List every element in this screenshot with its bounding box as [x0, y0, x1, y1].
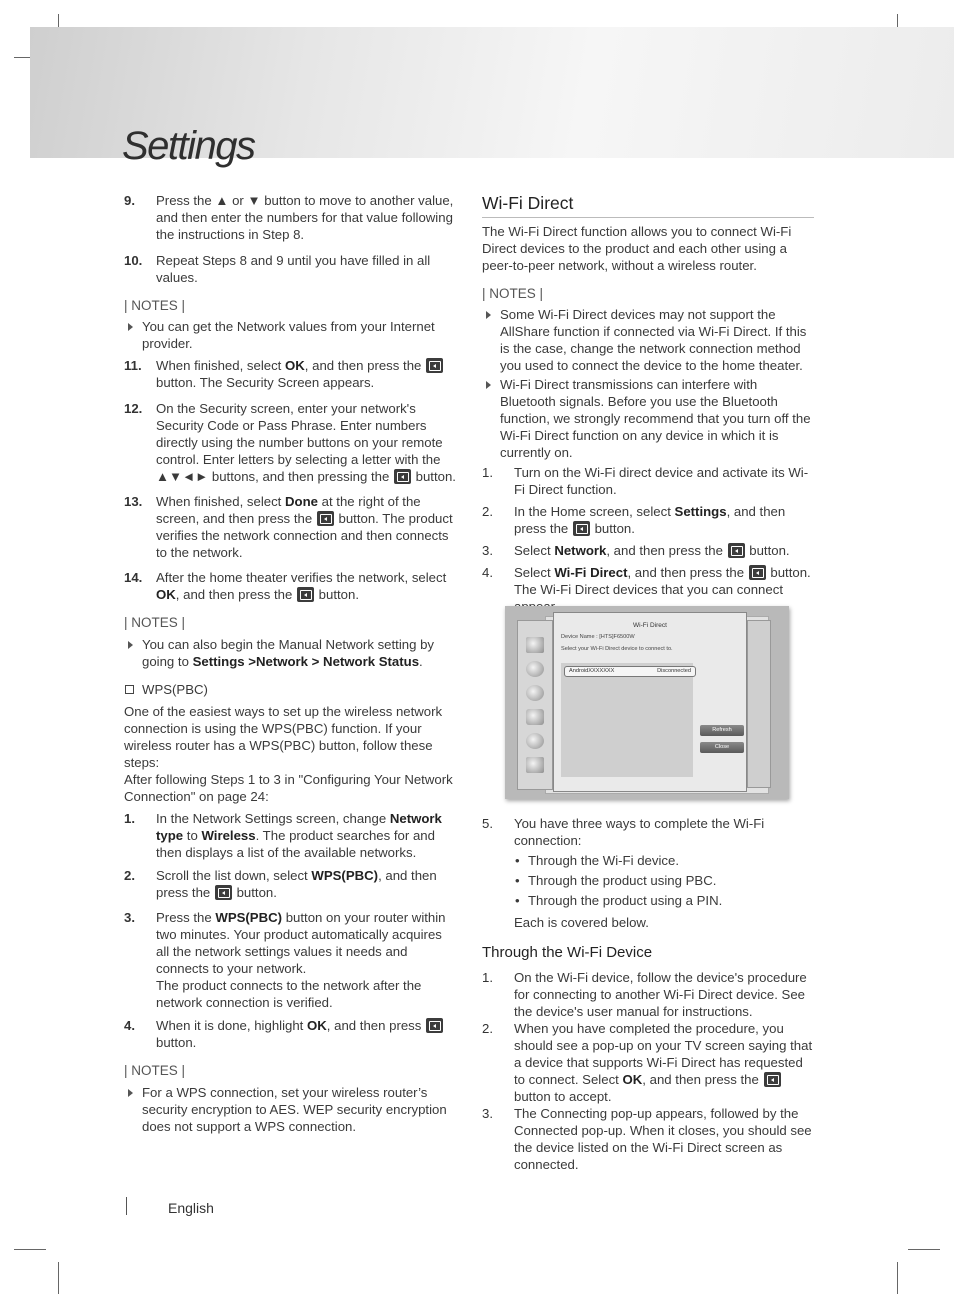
enter-icon — [426, 1018, 443, 1033]
device-name: Device Name : [HTS]F6500W — [561, 634, 635, 640]
option-item: • Through the product using PBC. — [514, 872, 814, 889]
step-9: 9. Press the ▲ or ▼ button to move to another value, and then enter the numbers for that value following the instructions in Step 8. — [124, 193, 454, 242]
screen-title: Wi-Fi Direct — [633, 622, 667, 629]
enter-icon — [573, 521, 590, 536]
wifi-direct-panel — [553, 612, 747, 792]
step-11: 11. When finished, select OK, and then press the button. The Security Screen appears. — [124, 357, 456, 391]
enter-icon — [749, 565, 766, 580]
crop-mark — [14, 1249, 46, 1250]
support-icon — [526, 757, 544, 773]
enter-icon — [215, 885, 232, 900]
system-gear-icon — [526, 733, 544, 749]
picture-icon — [526, 637, 544, 653]
note-item: Wi-Fi Direct transmissions can interfere with Bluetooth signals. Before you use the Bluetooth function, we strongly recommend that you turn off the Wi-Fi Direct function on any device in which it is currently on. — [482, 376, 814, 461]
smart-features-icon — [526, 709, 544, 725]
wifi-step-4: 4. Select Wi-Fi Direct, and then press the button. The Wi-Fi Direct devices that you can connect — [482, 565, 811, 597]
wifi-step-1: 1. Turn on the Wi-Fi direct device and activate its Wi-Fi Direct function. — [482, 465, 809, 497]
device-row[interactable]: AndroidXXXXXXX Disconnected — [564, 666, 696, 677]
step-12: 12. On the Security screen, enter your network's Security Code or Pass Phrase. Enter numbers directly using the number buttons on your remote control. Enter letters by selecting a letter with the ▲▼◄► buttons, and then pressing the button. — [124, 401, 456, 484]
notes-heading: | NOTES | — [124, 298, 186, 313]
crop-mark — [908, 1249, 940, 1250]
crop-mark — [897, 1262, 898, 1294]
crop-mark — [58, 1262, 59, 1294]
wps-intro-2: After following Steps 1 to 3 in "Configuring Your Network Connection" on page 24: — [124, 772, 453, 804]
through-step-1: 1. On the Wi-Fi device, follow the device's procedure for connecting to another Wi-Fi Direct device. See the device's user manual for instructions. — [482, 970, 807, 1019]
left-column — [124, 192, 456, 1135]
enter-icon — [297, 587, 314, 602]
through-step-3: 3. The Connecting pop-up appears, followed by the Connected pop-up. When it closes, you should see the device listed on the Wi-Fi Direct screen as connected. — [482, 1106, 812, 1172]
wifi-direct-screenshot — [505, 606, 789, 799]
wps-intro: One of the easiest ways to set up the wireless network connection is using the WPS(PBC) function. If your wireless router has a WPS(PBC) button, follow these steps: — [124, 704, 443, 770]
page-title: Settings — [122, 124, 255, 168]
enter-icon — [317, 511, 334, 526]
right-column-lower — [482, 815, 814, 1173]
sound-icon — [526, 661, 544, 677]
wps-step-1: 1. In the Network Settings screen, change Network type to Wireless. The product searches for and then displays a list of the available networks. — [124, 811, 442, 860]
wifi-step-2: 2. In the Home screen, select Settings, and then press the button. — [482, 504, 786, 536]
refresh-button[interactable]: Refresh — [700, 725, 744, 736]
option-item: • Through the product using a PIN. — [514, 892, 814, 909]
screen-back-panel — [747, 620, 771, 788]
footer-divider — [126, 1197, 127, 1215]
enter-icon — [426, 358, 443, 373]
right-column — [482, 192, 814, 615]
wifi-step-3: 3. Select Network, and then press the button. — [482, 543, 790, 558]
note-item: For a WPS connection, set your wireless router’s security encryption to AES. WEP security encryption does not support a WPS connection. — [124, 1084, 456, 1135]
note-item: Some Wi-Fi Direct devices may not support the AllShare function if connected via Wi-Fi Direct. If this is the case, change the network connection method you used to connect the device to the home theater. — [482, 306, 814, 374]
close-button[interactable]: Close — [700, 742, 744, 753]
footer-language: English — [168, 1200, 214, 1216]
wps-step-4: 4. When it is done, highlight OK, and then press button. — [124, 1017, 456, 1051]
network-globe-icon — [526, 685, 544, 701]
enter-icon — [728, 543, 745, 558]
wps-heading: WPS(PBC) — [124, 681, 456, 698]
device-status: Disconnected — [657, 668, 691, 674]
device-list — [561, 663, 693, 777]
wps-step-3: 3. Press the WPS(PBC) button on your router within two minutes. Your product automatically acquires all the network settings values it needs and connects to your network. The product connects to the network after the network connection is verified. — [124, 910, 446, 1010]
screen-sidebar — [517, 620, 553, 790]
step-10: 10. Repeat Steps 8 and 9 until you have filled in all values. — [124, 253, 431, 285]
note-item: You can also begin the Manual Network setting by going to Settings >Network > Network Status. — [124, 636, 456, 670]
wifi-direct-intro: The Wi-Fi Direct function allows you to connect Wi-Fi Direct devices to the product and each other using a peer-to-peer network, without a wireless router. — [482, 224, 792, 273]
step-5-after: Each is covered below. — [514, 915, 649, 930]
enter-icon — [394, 469, 411, 484]
through-step-2: 2. When you have completed the procedure, you should see a pop-up on your TV screen saying that a device that supports Wi-Fi Direct has requested to connect. Select OK, and then press the button to accept. — [482, 1021, 813, 1104]
section-title: Wi-Fi Direct — [482, 192, 814, 218]
step-13: 13. When finished, select Done at the right of the screen, and then press the button. The product verifies the network connection and then connects to the network. — [124, 494, 453, 560]
subsection-title: Through the Wi-Fi Device — [482, 944, 653, 961]
note-item: You can get the Network values from your Internet provider. — [124, 318, 456, 352]
notes-heading: | NOTES | — [124, 1063, 186, 1078]
option-item: • Through the Wi-Fi device. — [514, 852, 814, 869]
screen-instruction: Select your Wi-Fi Direct device to connect to. — [561, 646, 673, 652]
wifi-step-5: 5. You have three ways to complete the Wi-Fi connection: • Through the Wi-Fi device. • Through the product using PBC. • Through the product using a PIN. Each is covered below. — [482, 815, 814, 931]
enter-icon — [764, 1072, 781, 1087]
wps-step-2: 2. Scroll the list down, select WPS(PBC), and then press the button. — [124, 868, 437, 900]
notes-heading: | NOTES | — [124, 615, 186, 630]
notes-heading: | NOTES | — [482, 286, 544, 301]
step-14: 14. After the home theater verifies the network, select OK, and then press the button. — [124, 570, 447, 602]
